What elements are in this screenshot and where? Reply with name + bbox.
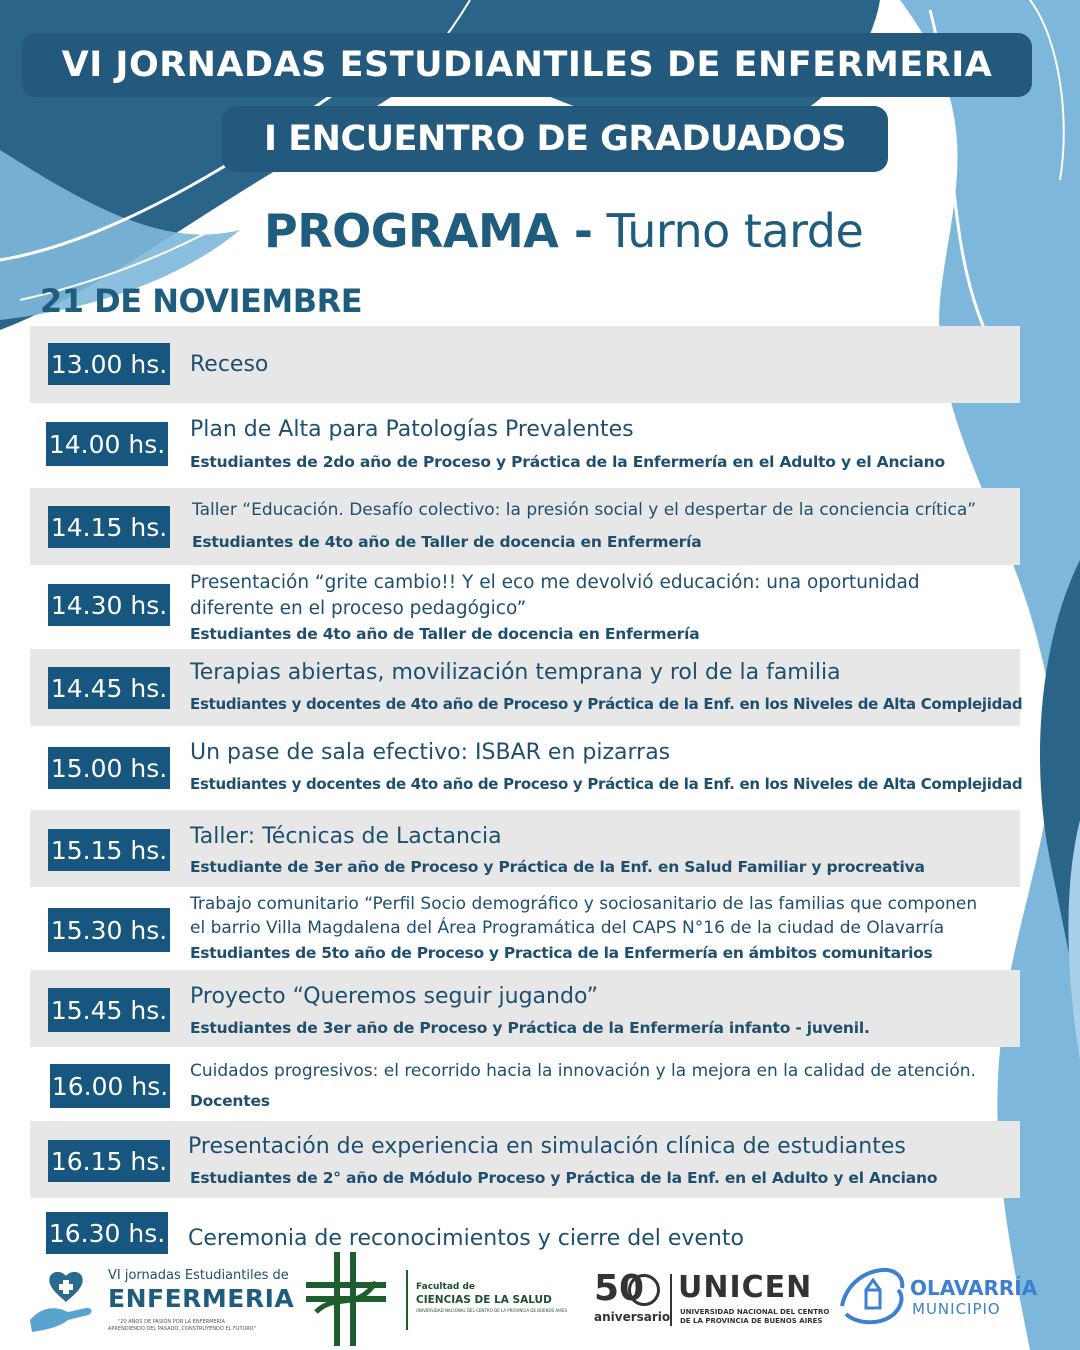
- time-badge: 14.45 hs.: [48, 667, 170, 709]
- unicen-divider: [670, 1274, 672, 1326]
- unicen-sub-1: UNIVERSIDAD NACIONAL DEL CENTRO: [680, 1308, 830, 1316]
- unicen-logo: [594, 1268, 830, 1340]
- session-title: Taller “Educación. Desafío colectivo: la presión social y el despertar de la conciencia crítica”: [192, 500, 977, 520]
- turno-label: Turno tarde: [606, 204, 864, 258]
- session-title: Proyecto “Queremos seguir jugando”: [190, 984, 599, 1009]
- session-presenters: Estudiante de 3er año de Proceso y Práctica de la Enf. en Salud Familiar y procreativa: [190, 858, 925, 876]
- session-title: Terapias abiertas, movilización temprana y rol de la familia: [190, 660, 841, 685]
- event-title: VI JORNADAS ESTUDIANTILES DE ENFERMERIA: [61, 45, 993, 85]
- session-title: Presentación de experiencia en simulación clínica de estudiantes: [188, 1134, 906, 1159]
- schedule-row: [30, 326, 1020, 403]
- session-presenters: Estudiantes de 5to año de Proceso y Practica de la Enfermería en ámbitos comunitarios: [190, 944, 933, 962]
- hand-heart-icon: [28, 1270, 102, 1334]
- session-title: Ceremonia de reconocimientos y cierre del evento: [188, 1226, 744, 1251]
- session-presenters: Estudiantes de 2do año de Proceso y Práctica de la Enfermería en el Adulto y el Anciano: [190, 453, 945, 471]
- session-title-line2: el barrio Villa Magdalena del Área Programática del CAPS N°16 de la ciudad de Olavarría: [190, 918, 945, 938]
- programa-heading: [264, 204, 863, 258]
- session-presenters: Estudiantes de 2° año de Módulo Proceso y Práctica de la Enf. en el Adulto y el Anciano: [190, 1169, 938, 1187]
- session-title: Trabajo comunitario “Perfil Socio demográfico y sociosanitario de las familias que componen: [190, 894, 978, 914]
- schedule-row: [30, 970, 1020, 1047]
- session-title: Un pase de sala efectivo: ISBAR en pizarras: [190, 740, 671, 765]
- jornadas-top-text: VI jornadas Estudiantiles de: [108, 1268, 289, 1283]
- unicen-name: UNICEN: [678, 1270, 813, 1305]
- facultad-text-1: Facultad de: [416, 1282, 476, 1292]
- time-badge: 14.15 hs.: [48, 506, 170, 548]
- schedule-row: [30, 569, 1020, 647]
- jornadas-tagline-1: "20 AÑOS DE PASIÓN POR LA ENFERMERÍA: [118, 1319, 225, 1325]
- time-badge: 15.45 hs.: [48, 988, 170, 1032]
- time-badge: 15.15 hs.: [48, 829, 170, 871]
- programa-label: PROGRAMA -: [264, 204, 593, 258]
- olavarria-text: OLAVARRÍA: [910, 1276, 1038, 1300]
- time-badge: 14.30 hs.: [48, 584, 170, 626]
- cross-emblem-icon: [306, 1252, 386, 1346]
- session-presenters: Estudiantes de 3er año de Proceso y Práctica de la Enfermería infanto - juvenil.: [190, 1019, 870, 1037]
- schedule-row: [30, 729, 1023, 807]
- event-subtitle: I ENCUENTRO DE GRADUADOS: [264, 119, 846, 159]
- time-badge: 16.00 hs.: [50, 1064, 170, 1108]
- schedule-row: [30, 488, 1020, 565]
- time-badge: 15.00 hs.: [48, 747, 170, 789]
- time-badge: 16.15 hs.: [48, 1140, 170, 1182]
- title-banner: [22, 33, 1032, 97]
- schedule-row: [30, 1050, 1020, 1120]
- facultad-text-3: UNIVERSIDAD NACIONAL DEL CENTRO DE LA PROVINCIA DE BUENOS AIRES: [416, 1308, 568, 1313]
- schedule-row: [30, 810, 1020, 887]
- municipio-text: MUNICIPIO: [912, 1300, 1001, 1318]
- jornadas-logo: [28, 1266, 295, 1346]
- schedule-row: [30, 890, 1020, 968]
- facultad-text-2: CIENCIAS DE LA SALUD: [416, 1294, 552, 1306]
- schedule-row: [30, 1121, 1020, 1198]
- date-heading: 21 DE NOVIEMBRE: [40, 282, 363, 320]
- unicen-sub-2: DE LA PROVINCIA DE BUENOS AIRES: [680, 1317, 823, 1325]
- footer-logos: [0, 1250, 1080, 1350]
- unicen-seal-icon: [628, 1274, 660, 1306]
- schedule-row: [30, 1206, 1020, 1256]
- time-badge: 13.00 hs.: [48, 343, 170, 385]
- session-title-line2: diferente en el proceso pedagógico”: [190, 598, 527, 619]
- session-presenters: Estudiantes de 4to año de Taller de docencia en Enfermería: [190, 625, 700, 643]
- session-title: Plan de Alta para Patologías Prevalentes: [190, 417, 634, 442]
- schedule-row: [30, 406, 1020, 484]
- session-title: Presentación “grite cambio!! Y el eco me devolvió educación: una oportunidad: [190, 572, 920, 593]
- time-badge: 15.30 hs.: [48, 908, 170, 952]
- jornadas-tagline-2: APRENDIENDO DEL PASADO, CONSTRUYENDO EL FUTURO": [108, 1326, 256, 1332]
- time-badge: 16.30 hs.: [46, 1212, 168, 1254]
- session-title: Taller: Técnicas de Lactancia: [190, 824, 502, 849]
- session-title: Cuidados progresivos: el recorrido hacia la innovación y la mejora en la calidad de atención.: [190, 1061, 976, 1081]
- municipio-emblem-icon: [836, 1266, 908, 1328]
- session-presenters: Estudiantes y docentes de 4to año de Proceso y Práctica de la Enf. en los Niveles de Alta Complejidad: [190, 695, 1023, 713]
- session-presenters: Estudiantes de 4to año de Taller de docencia en Enfermería: [192, 533, 702, 551]
- subtitle-banner: [222, 106, 888, 172]
- session-title: Receso: [190, 352, 269, 377]
- unicen-50: 50: [594, 1268, 645, 1309]
- schedule-row: [30, 649, 1023, 726]
- session-presenters: Docentes: [190, 1092, 270, 1110]
- time-badge: 14.00 hs.: [46, 422, 168, 466]
- olavarria-logo: [836, 1266, 1056, 1336]
- unicen-aniversario: aniversario: [594, 1310, 671, 1324]
- session-presenters: Estudiantes y docentes de 4to año de Proceso y Práctica de la Enf. en los Niveles de Alta Complejidad: [190, 775, 1023, 793]
- facultad-logo: [306, 1252, 576, 1346]
- facultad-divider: [406, 1270, 408, 1330]
- jornadas-main-text: ENFERMERIA: [108, 1284, 295, 1313]
